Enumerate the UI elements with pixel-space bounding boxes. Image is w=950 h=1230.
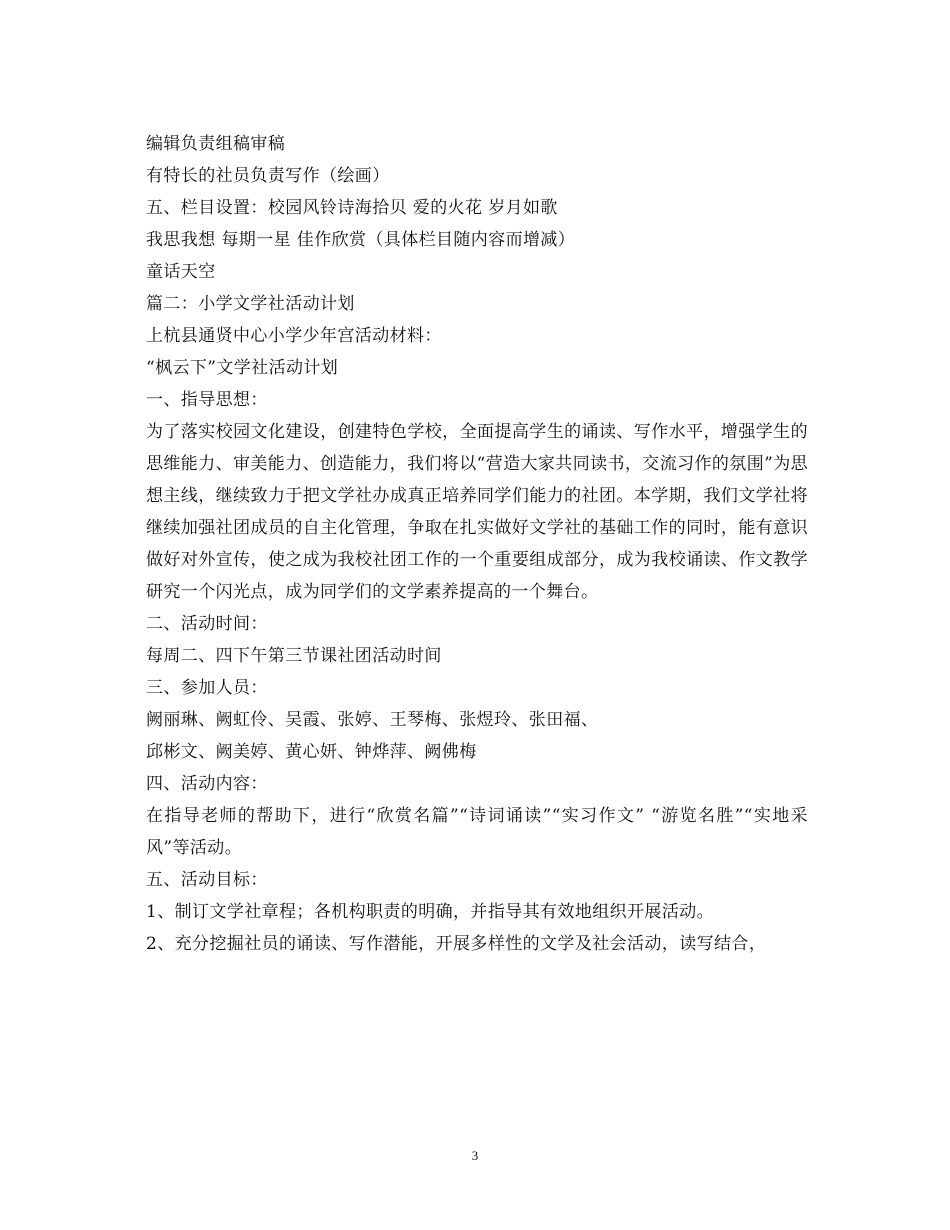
section-heading: 五、栏目设置：校园风铃诗海拾贝 爱的火花 岁月如歌	[146, 198, 558, 218]
section-heading: 五、活动目标：	[146, 870, 268, 890]
text-line: 编辑负责组稿审稿	[146, 134, 286, 154]
article-title: 篇二：小学文学社活动计划	[146, 294, 355, 314]
text-line: 有特长的社员负责写作（绘画）	[146, 166, 390, 186]
list-item: 1、制订文学社章程；各机构职责的明确，并指导其有效地组织开展活动。	[146, 902, 715, 922]
page-number: 3	[471, 1148, 479, 1163]
paragraph-guiding-idea: 为了落实校园文化建设，创建特色学校，全面提高学生的诵读、写作水平，增强学生的思维能力、审美能力、创造能力，我们将以“营造大家共同读书，交流习作的氛围”为思想主线，继续致力于把文学社办成真正培养同学们能力的社团。本学期，我们文学社将继续加强社团成员的自主化管理，争取在扎实做好文学社的基础工作的同时，能有意识做好对外宣传，使之成为我校社团工作的一个重要组成部分，成为我校诵读、作文教学研究一个闪光点，成为同学们的文学素养提高的一个舞台。	[146, 422, 808, 602]
member-list-line: 阙丽琳、阙虹伶、吴霞、张婷、王琴梅、张煜玲、张田福、	[146, 710, 599, 730]
section-heading: 三、参加人员：	[146, 678, 268, 698]
document-body	[146, 128, 808, 960]
text-line: 上杭县通贤中心小学少年宫活动材料：	[146, 326, 442, 346]
section-heading: 一、指导思想：	[146, 390, 268, 410]
member-list-line: 邱彬文、阙美婷、黄心妍、钟烨萍、阙佛梅	[146, 742, 477, 762]
text-line: 我思我想 每期一星 佳作欣赏（具体栏目随内容而增减）	[146, 230, 576, 250]
plan-title: “枫云下”文学社活动计划	[146, 358, 339, 378]
section-heading: 二、活动时间：	[146, 614, 268, 634]
text-line: 童话天空	[146, 262, 216, 282]
text-line: 每周二、四下午第三节课社团活动时间	[146, 646, 442, 666]
paragraph-activity-content: 在指导老师的帮助下，进行“欣赏名篇”“诗词诵读”“实习作文” “游览名胜”“实地采风”等活动。	[146, 806, 808, 858]
list-item: 2、充分挖掘社员的诵读、写作潜能，开展多样性的文学及社会活动，读写结合，	[146, 934, 767, 954]
section-heading: 四、活动内容：	[146, 774, 268, 794]
